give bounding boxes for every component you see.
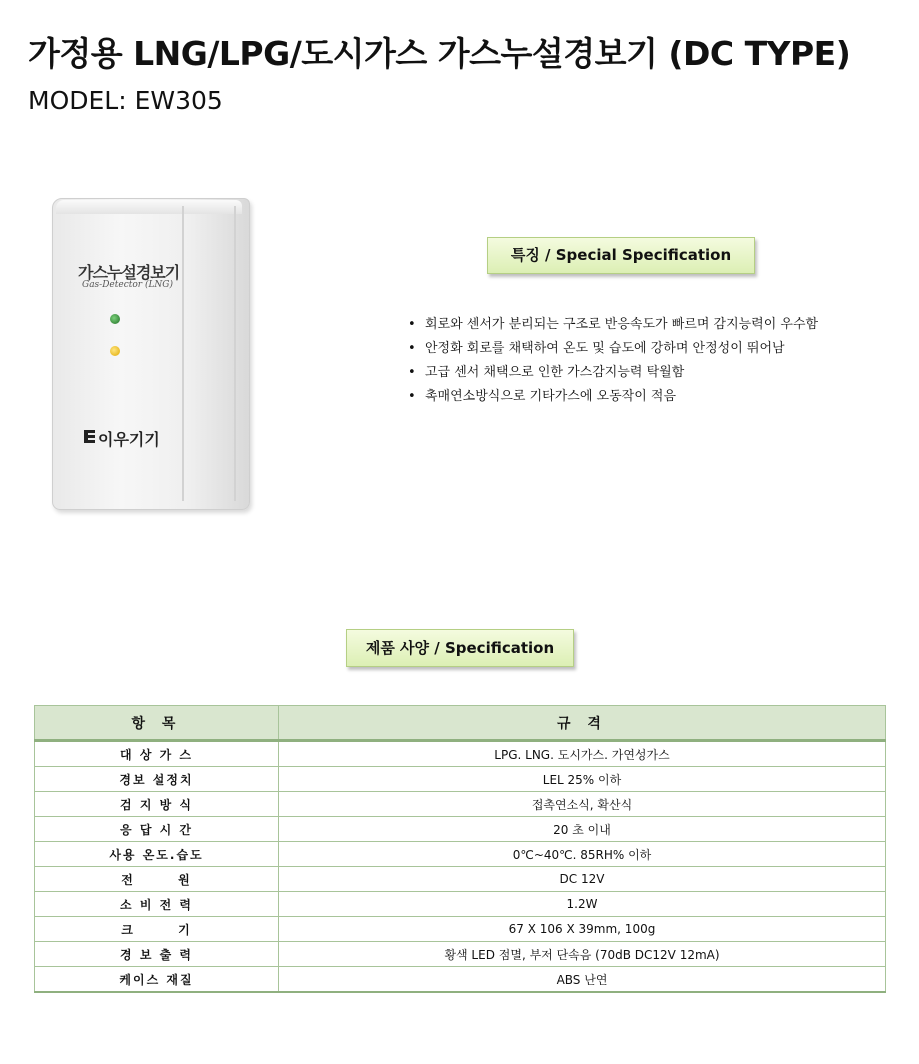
spec-key: 경보 설정치	[35, 767, 279, 792]
table-row	[35, 967, 886, 993]
feature-item: • 촉매연소방식으로 기타가스에 오동작이 적음	[408, 385, 818, 409]
spec-key: 사용 온도.습도	[35, 842, 279, 867]
spec-key: 소 비 전 력	[35, 892, 279, 917]
device-top-edge	[56, 200, 242, 214]
model-number: MODEL: EW305	[28, 86, 223, 115]
device-label: 가스누설경보기	[78, 263, 180, 282]
device-ridge	[234, 206, 236, 501]
spec-value: DC 12V	[279, 867, 886, 892]
green-led-icon	[110, 314, 120, 324]
spec-key: 대 상 가 스	[35, 741, 279, 767]
feature-item: • 회로와 센서가 분리되는 구조로 반응속도가 빠르며 감지능력이 우수함	[408, 313, 818, 337]
spec-value: 접촉연소식, 확산식	[279, 792, 886, 817]
spec-table	[34, 705, 886, 993]
column-header-item: 항 목	[35, 706, 279, 741]
spec-key: 검 지 방 식	[35, 792, 279, 817]
spec-key: 응 답 시 간	[35, 817, 279, 842]
spec-value: LPG. LNG. 도시가스. 가연성가스	[279, 741, 886, 767]
features-heading: 특징 / Special Specification	[487, 237, 755, 274]
spec-value: 20 초 이내	[279, 817, 886, 842]
table-row	[35, 792, 886, 817]
feature-item: • 안정화 회로를 채택하여 온도 및 습도에 강하며 안정성이 뛰어남	[408, 337, 818, 361]
table-row	[35, 817, 886, 842]
table-row	[35, 917, 886, 942]
table-row	[35, 767, 886, 792]
yellow-led-icon	[110, 346, 120, 356]
spec-key: 경 보 출 력	[35, 942, 279, 967]
page-title: 가정용 LNG/LPG/도시가스 가스누설경보기 (DC TYPE)	[28, 34, 851, 73]
table-row	[35, 741, 886, 767]
brand-logo-icon	[84, 430, 95, 443]
table-row	[35, 842, 886, 867]
spec-value: 67 X 106 X 39mm, 100g	[279, 917, 886, 942]
spec-value: 1.2W	[279, 892, 886, 917]
features-list	[408, 313, 818, 409]
table-row	[35, 892, 886, 917]
table-row	[35, 942, 886, 967]
spec-key: 크 기	[35, 917, 279, 942]
spec-value: ABS 난연	[279, 967, 886, 993]
spec-heading: 제품 사양 / Specification	[346, 629, 574, 667]
device-sublabel: Gas-Detector (LNG)	[82, 280, 174, 290]
device-ridge	[182, 206, 184, 501]
product-image	[52, 198, 248, 508]
device-body	[52, 198, 250, 510]
spec-key: 케이스 재질	[35, 967, 279, 993]
column-header-spec: 규 격	[279, 706, 886, 741]
spec-value: LEL 25% 이하	[279, 767, 886, 792]
spec-key: 전 원	[35, 867, 279, 892]
spec-value: 0℃~40℃. 85RH% 이하	[279, 842, 886, 867]
spec-header-row	[35, 706, 886, 741]
feature-item: • 고급 센서 채택으로 인한 가스감지능력 탁월함	[408, 361, 818, 385]
brand-name: 이우기기	[98, 430, 160, 449]
table-row	[35, 867, 886, 892]
spec-value: 황색 LED 점멸, 부저 단속음 (70dB DC12V 12mA)	[279, 942, 886, 967]
